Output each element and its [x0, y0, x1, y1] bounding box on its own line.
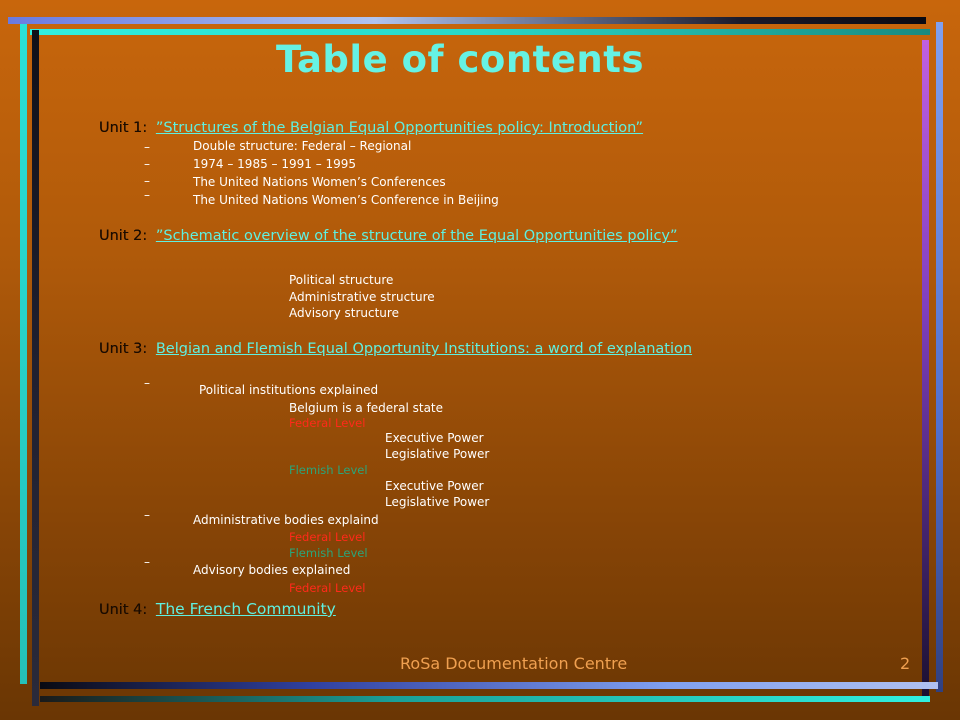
- bullet-dash: –: [144, 140, 150, 154]
- legislative-power: Legislative Power: [385, 447, 490, 461]
- unit-1-link[interactable]: ”Structures of the Belgian Equal Opportunities policy: Introduction”: [155, 120, 644, 136]
- bullet-dash: –: [144, 376, 150, 390]
- unit-2-item: Advisory structure: [289, 306, 399, 320]
- frame-right-bar: [922, 40, 929, 700]
- legislative-power: Legislative Power: [385, 495, 490, 509]
- bullet-dash: –: [144, 508, 150, 522]
- unit-2: [99, 228, 678, 244]
- footer-text: RoSa Documentation Centre: [400, 654, 628, 673]
- unit-1-item: The United Nations Women’s Conferences: [193, 175, 446, 189]
- unit-2-link[interactable]: ”Schematic overview of the structure of the Equal Opportunities policy”: [155, 228, 678, 244]
- federal-level-label: Federal Level: [289, 530, 366, 544]
- bullet-dash: –: [144, 174, 150, 188]
- federal-level-label: Federal Level: [289, 416, 366, 430]
- bullet-dash: –: [144, 555, 150, 569]
- administrative-bodies: Administrative bodies explaind: [193, 513, 379, 527]
- unit-3-label: Unit 3:: [99, 341, 148, 357]
- executive-power: Executive Power: [385, 431, 484, 445]
- unit-2-item: Political structure: [289, 273, 394, 287]
- unit-4-label: Unit 4:: [99, 602, 148, 618]
- unit-4: [99, 600, 336, 618]
- frame-right-bar-2: [936, 22, 943, 692]
- page-title: Table of contents: [275, 38, 644, 81]
- unit-1-label: Unit 1:: [99, 120, 148, 136]
- unit-1-item: The United Nations Women’s Conference in Beijing: [193, 193, 499, 207]
- bullet-dash: –: [144, 188, 150, 202]
- flemish-level-label: Flemish Level: [289, 546, 368, 560]
- unit-4-link[interactable]: The French Community: [155, 600, 336, 618]
- unit-3: [99, 341, 692, 357]
- bullet-dash: –: [144, 157, 150, 171]
- political-institutions: Political institutions explained: [199, 383, 379, 397]
- flemish-level-label: Flemish Level: [289, 463, 368, 477]
- unit-1: [99, 120, 643, 136]
- unit-2-item: Administrative structure: [289, 290, 435, 304]
- frame-bottom-bar-2: [40, 696, 930, 702]
- frame-top-bar: [8, 17, 926, 24]
- frame-left-bar: [20, 24, 27, 684]
- federal-state: Belgium is a federal state: [289, 401, 444, 415]
- frame-left-bar-2: [32, 30, 39, 706]
- federal-level-label: Federal Level: [289, 581, 366, 595]
- frame-bottom-bar: [40, 682, 938, 689]
- advisory-bodies: Advisory bodies explained: [193, 563, 351, 577]
- frame-top-bar-2: [30, 29, 930, 35]
- page-number: 2: [900, 654, 911, 673]
- unit-2-label: Unit 2:: [99, 228, 148, 244]
- unit-3-link[interactable]: Belgian and Flemish Equal Opportunity Institutions: a word of explanation: [155, 341, 693, 357]
- unit-1-item: 1974 – 1985 – 1991 – 1995: [193, 157, 357, 171]
- unit-1-item: Double structure: Federal – Regional: [193, 139, 412, 153]
- executive-power: Executive Power: [385, 479, 484, 493]
